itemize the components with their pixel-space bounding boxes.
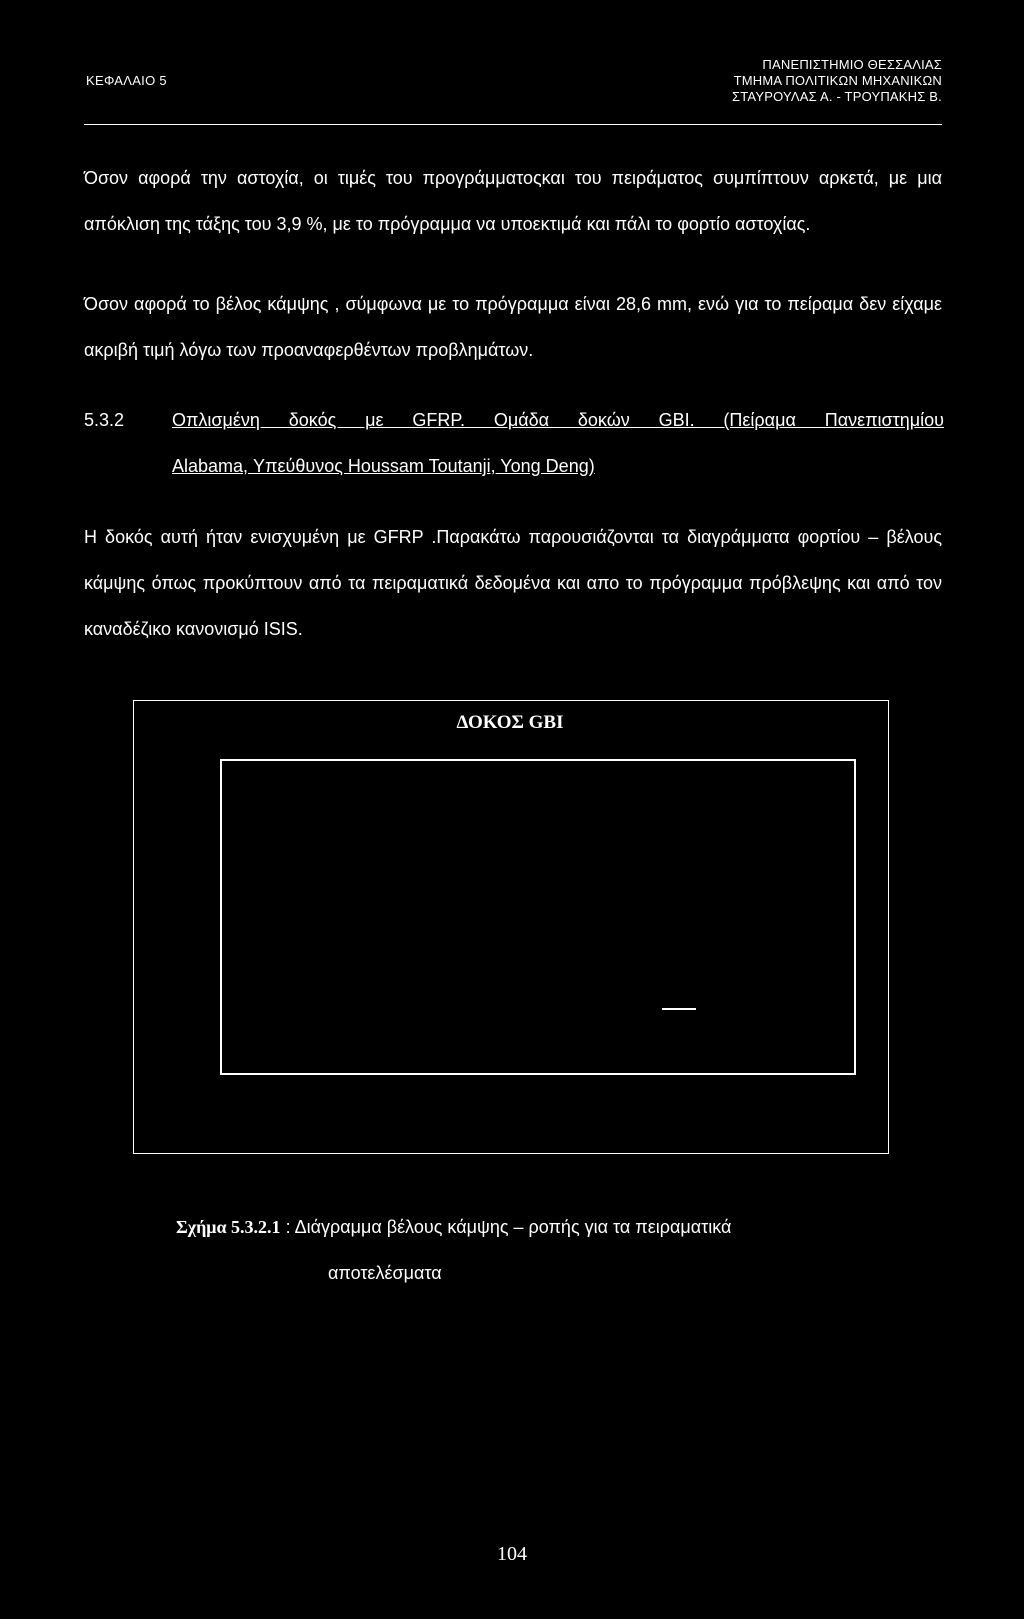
university-name: ΠΑΝΕΠΙΣΤΗΜΙΟ ΘΕΣΣΑΛΙΑΣ	[762, 57, 942, 72]
caption-label: Σχήμα 5.3.2.1	[176, 1217, 281, 1237]
figure-title: ΔΟΚΟΣ GBI	[456, 712, 564, 733]
section-title-line2: Alabama, Υπεύθυνος Houssam Toutanji, Yong Deng)	[172, 456, 595, 476]
legend-line-marker	[662, 1008, 696, 1010]
header-affiliation	[732, 57, 942, 105]
figure-caption	[176, 1217, 731, 1238]
chapter-label: ΚΕΦΑΛΑΙΟ 5	[86, 73, 167, 88]
page-number: 104	[497, 1543, 527, 1565]
department-name: ΤΜΗΜΑ ΠΟΛΙΤΙΚΩΝ ΜΗΧΑΝΙΚΩΝ	[733, 73, 942, 88]
plot-area	[220, 759, 856, 1075]
figure-caption-line2: αποτελέσματα	[328, 1263, 442, 1283]
authors-name: ΣΤΑΥΡΟΥΛΑΣ Α. - ΤΡΟΥΠΑΚΗΣ Β.	[732, 89, 942, 104]
paragraph-gfrp: Η δοκός αυτή ήταν ενισχυμένη με GFRP .Παρακάτω παρουσιάζονται τα διαγράμματα φορτίου – βέλους κάμψης όπως προκύπτουν από τα πειραματικά δεδομένα και απο το πρόγραμμα πρόβλεψης και από τον καναδέζικο κανονισμό ISIS.	[84, 527, 942, 639]
section-title-line1: Οπλισμένη δοκός με GFRP. Ομάδα δοκών GBI. (Πείραμα Πανεπιστημίου	[172, 410, 944, 430]
header-divider	[84, 124, 942, 125]
paragraph-failure: Όσον αφορά την αστοχία, οι τιμές του προγράμματοςκαι του πειράματος συμπίπτουν αρκετά, με μια απόκλιση της τάξης του 3,9 %, με το πρόγραμμα να υποεκτιμά και πάλι το φορτίο αστοχίας.	[84, 168, 942, 234]
section-number: 5.3.2	[84, 410, 125, 430]
paragraph-deflection: Όσον αφορά το βέλος κάμψης , σύμφωνα με το πρόγραμμα είναι 28,6 mm, ενώ για το πείραμα δεν είχαμε ακριβή τιμή λόγω των προαναφερθέντων προβλημάτων.	[84, 294, 942, 360]
caption-text: : Διάγραμμα βέλους κάμψης – ροπής για τα πειραματικά	[280, 1217, 732, 1237]
